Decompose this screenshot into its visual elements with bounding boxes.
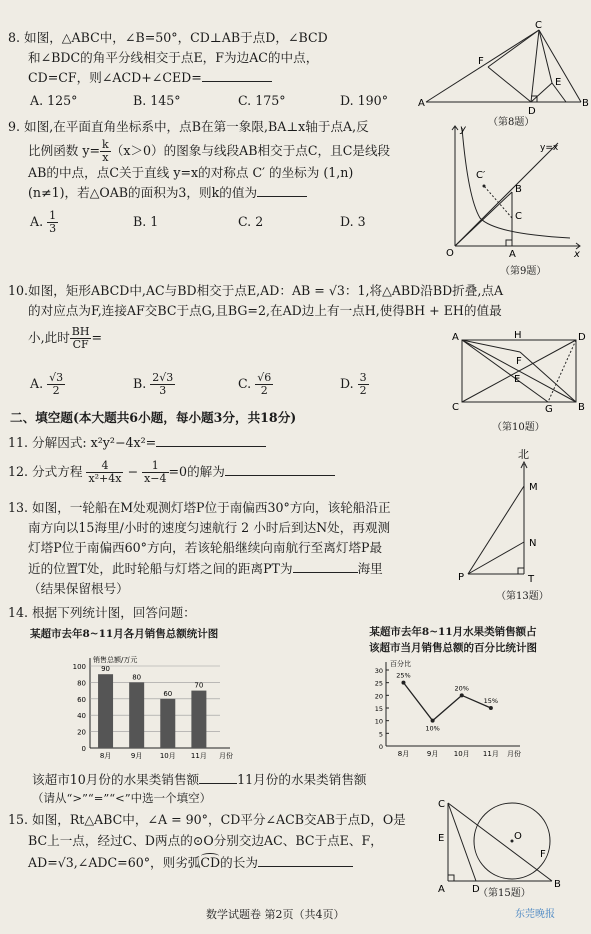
q9-line4: (n≠1)，若△OAB的面积为3，则k的值为: [28, 185, 307, 201]
q15-line2: BC上一点，经过C、D两点的⊙O分别交边AC、BC于点E、F，: [28, 833, 383, 848]
q15-label-e: E: [438, 833, 445, 844]
bar-x-label: 月份: [219, 752, 233, 760]
q10-line1: 10.如图，矩形ABCD中,AC与BD相交于点E,AD：AB = √3：1,将△ABD沿BD折叠,点A: [8, 283, 504, 298]
q8-line1: 8. 如图，△ABC中，∠B=50°，CD⊥AB于点D，∠BCD: [8, 30, 328, 45]
q13-caption: （第13题）: [496, 591, 549, 602]
q9-option-b: B. 1: [133, 214, 159, 229]
q8-line3: CD=CF，则∠ACD+∠CED=: [28, 70, 272, 86]
q10-option-d: D. $\frac{3}{2}$: [340, 371, 367, 397]
q10-option-a: A. $\frac{√3}{2}$: [30, 371, 64, 397]
line-y-tick-label: 5: [378, 730, 383, 739]
q15-label-c: C: [438, 799, 445, 810]
line-y-tick-label: 15: [374, 705, 383, 713]
q10-option-b: B. $\frac{2√3}{3}$: [133, 371, 174, 397]
line-value-label: 20%: [454, 684, 469, 693]
line-value-label: 15%: [483, 697, 499, 705]
q8-caption: （第8题）: [488, 117, 535, 128]
q8-label-e: E: [555, 77, 562, 88]
q9-label-y: y: [460, 124, 466, 135]
line-point: [460, 693, 464, 697]
q9-label-c: C: [515, 211, 522, 222]
q13-figure: [454, 446, 564, 586]
q8-figure: [418, 20, 588, 120]
bar-value-label: 60: [163, 689, 173, 698]
bar-y-tick-label: 40: [77, 712, 86, 721]
bar: [191, 691, 206, 748]
line-x-tick-label: 9月: [426, 750, 439, 758]
line-series: [403, 683, 490, 721]
q10-figure: [448, 330, 588, 414]
q8-line2: 和∠BDC的角平分线相交于点E，F为边AC的中点，: [28, 50, 319, 65]
bar: [98, 674, 113, 748]
q8-label-c: C: [535, 20, 542, 31]
q10-label-b: B: [578, 402, 585, 413]
line-value-label: 10%: [425, 724, 440, 733]
q13-line4: 近的位置T处，此时轮船与灯塔之间的距离PT为 海里: [28, 561, 383, 576]
q8-label-b: B: [582, 98, 589, 109]
q11-line: 11. 分解因式: x²y²−4x²=: [8, 435, 266, 451]
q10-option-c: C. $\frac{√6}{2}$: [238, 371, 272, 397]
page-footer: 数学试题卷 第2页（共4页）: [206, 908, 345, 921]
line-point: [401, 681, 405, 685]
q13-line3: 灯塔P位于南偏西60°方向，若该轮船继续向南航行至离灯塔P最: [28, 540, 383, 555]
bar-x-tick-label: 10月: [159, 752, 176, 760]
q9-option-c: C. 2: [238, 214, 264, 229]
line-x-label: 月份: [507, 750, 521, 758]
q15-label-a: A: [438, 884, 445, 895]
q9-label-a: A: [509, 249, 516, 260]
q9-line2: 比例函数 y= $\frac{k}{x}$ （x＞0）的图象与线段AB相交于点C，且C是线段: [28, 138, 391, 164]
bar: [129, 682, 144, 748]
line-x-tick-label: 8月: [397, 750, 410, 758]
q13-label-north: 北: [518, 448, 529, 461]
q9-label-cprime: C′: [476, 170, 486, 181]
line-chart-title-1: 某超市去年8~11月水果类销售额占: [369, 626, 537, 638]
q10-label-c: C: [452, 402, 459, 413]
line-y-label: 百分比: [390, 660, 411, 668]
q8-label-f: F: [478, 56, 484, 67]
q9-caption: （第9题）: [500, 266, 547, 277]
bar-y-tick-label: 60: [77, 695, 86, 704]
q9-option-d: D. 3: [340, 214, 366, 229]
q9-figure: [440, 120, 588, 258]
bar-y-tick-label: 80: [77, 679, 86, 688]
q9-line1: 9. 如图,在平面直角坐标系中，点B在第一象限,BA⊥x轴于点A,反: [8, 119, 369, 134]
q15-label-b: B: [554, 879, 561, 890]
q15-line3: AD=√3,∠ADC=60°，则劣弧 CD的长为: [28, 855, 353, 871]
bar-y-tick-label: 0: [81, 745, 86, 753]
q13-label-m: M: [529, 482, 538, 493]
q15-label-f: F: [540, 849, 546, 860]
q15-label-o: O: [514, 831, 522, 842]
q15-caption: （第15题）: [478, 888, 531, 899]
q10-label-a: A: [452, 332, 459, 343]
line-y-tick-label: 20: [374, 692, 383, 701]
q13-label-n: N: [529, 538, 537, 549]
q15-label-d: D: [472, 884, 480, 895]
q9-option-a: A. $\frac{1}{3}$: [30, 209, 57, 235]
bar: [160, 699, 175, 748]
q14-line1: 14. 根据下列统计图，回答问题：: [8, 605, 196, 620]
q8-label-a: A: [418, 98, 425, 109]
line-chart: [368, 656, 528, 766]
q10-label-e: E: [514, 374, 521, 385]
line-y-tick-label: 0: [378, 743, 383, 751]
q8-label-d: D: [528, 106, 536, 117]
q10-line2: 的对应点为F,连接AF交BC于点G,且BG=2,在AD边上有一点H,使得BH + EH的值最: [28, 303, 502, 318]
q14-line3: （请从“>”“=”“<”中选一个填空）: [32, 791, 212, 805]
q13-label-t: T: [528, 574, 535, 585]
q10-label-f: F: [516, 356, 522, 367]
bar-y-tick-label: 100: [72, 663, 86, 671]
bar-x-tick-label: 8月: [99, 752, 112, 760]
q10-label-g: G: [545, 404, 553, 415]
q13-line1: 13. 如图，一轮船在M处观测灯塔P位于南偏西30°方向，该轮船沿正: [8, 500, 391, 515]
line-x-tick-label: 11月: [482, 750, 499, 758]
bar-value-label: 90: [101, 665, 111, 674]
q9-label-o: O: [446, 248, 454, 259]
line-y-tick-label: 10: [374, 717, 383, 726]
bar-y-tick-label: 20: [77, 728, 86, 737]
q8-option-d: D. 190°: [340, 93, 388, 108]
bar-x-tick-label: 11月: [190, 752, 207, 760]
bar-value-label: 80: [132, 673, 142, 682]
line-y-tick-label: 25: [374, 679, 383, 688]
line-point: [431, 719, 435, 723]
line-value-label: 25%: [396, 671, 411, 680]
bar-chart: [60, 652, 240, 766]
q14-line2: 该超市10月份的水果类销售额 11月份的水果类销售额: [32, 772, 367, 787]
bar-chart-title: 某超市去年8~11月各月销售总额统计图: [30, 628, 219, 640]
line-y-tick-label: 30: [374, 667, 383, 675]
q8-option-a: A. 125°: [30, 93, 78, 108]
q10-caption: （第10题）: [492, 422, 545, 433]
q10-label-d: D: [578, 332, 586, 343]
q10-label-h: H: [514, 330, 522, 341]
line-x-tick-label: 10月: [453, 750, 470, 758]
bar-x-tick-label: 9月: [130, 752, 143, 760]
q10-line3: 小,此时 $\frac{BH}{CF}$ =: [28, 325, 103, 351]
line-chart-title-2: 该超市当月销售总额的百分比统计图: [369, 642, 537, 654]
q13-label-p: P: [458, 572, 465, 583]
section-2-title: 二、填空题(本大题共6小题，每小题3分，共18分): [10, 410, 297, 425]
q9-line3: AB的中点，点C关于直线 y=x的对称点 C′ 的坐标为 (1,n): [28, 165, 354, 180]
q15-line1: 15. 如图，Rt△ABC中，∠A = 90°，CD平分∠ACB交AB于点D，O是: [8, 812, 406, 827]
bar-y-label: 销售总额/万元: [93, 656, 138, 664]
q9-label-b: B: [515, 184, 522, 195]
q8-option-c: C. 175°: [238, 93, 286, 108]
q9-label-x: x: [574, 249, 580, 260]
q8-option-b: B. 145°: [133, 93, 181, 108]
q13-line2: 南方向以15海里/小时的速度匀速航行 2 小时后到达N处，再观测: [28, 520, 391, 535]
line-point: [489, 706, 493, 710]
watermark-logo: 东莞晚报: [515, 909, 555, 920]
q9-label-yx: y=x: [540, 143, 559, 153]
q12-line: 12. 分式方程 $\frac{4}{\text{x²+4x}}$ − $\frac{1}{x-4}$ =0的解为: [8, 457, 335, 487]
q13-line5: （结果保留根号）: [28, 581, 129, 596]
bar-value-label: 70: [194, 681, 204, 690]
